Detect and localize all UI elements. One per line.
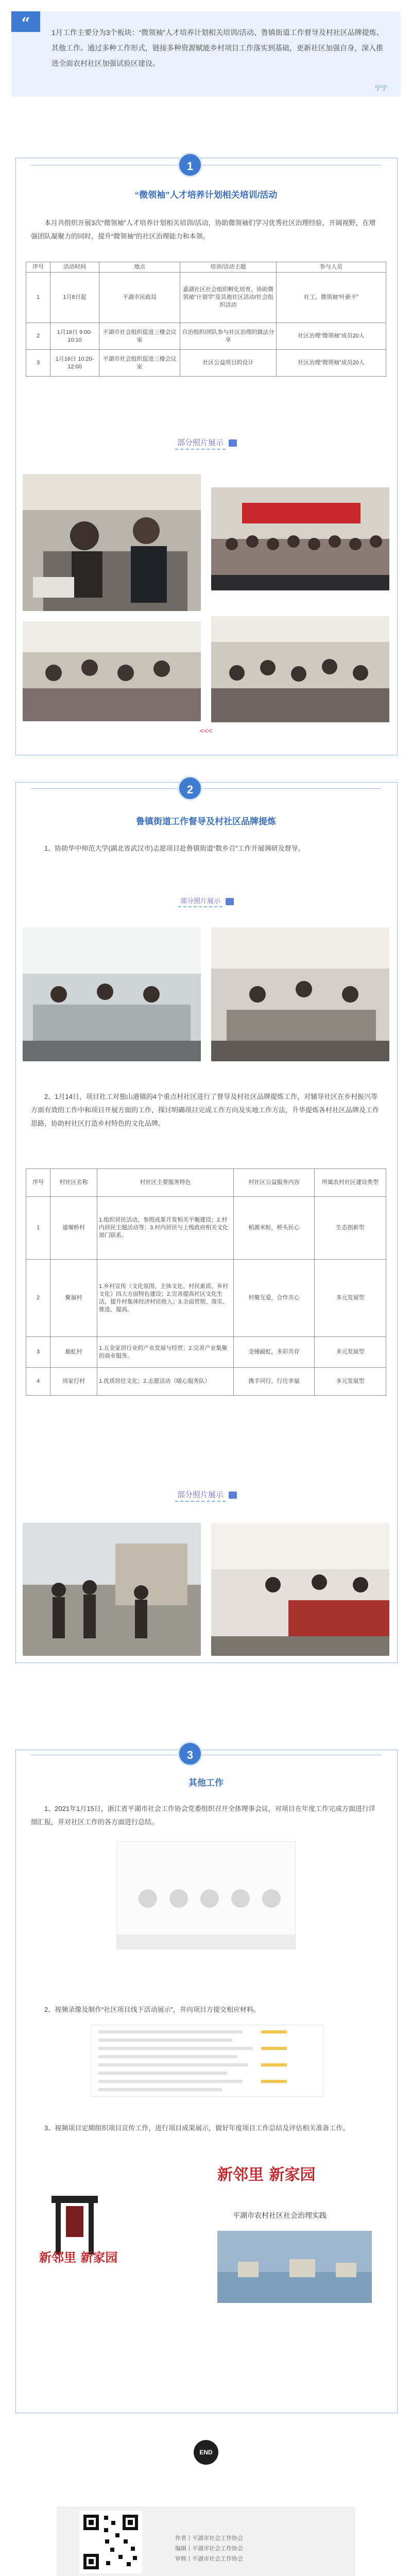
brand-slogan: 新邻里 新家园	[217, 2166, 316, 2184]
brand-slogan: 新邻里 新家园	[39, 2250, 118, 2265]
photo	[211, 487, 389, 590]
table-header: 村社区名称	[50, 1169, 97, 1197]
section-1-table	[26, 262, 386, 377]
picture-icon	[229, 439, 237, 447]
table-cell: 多元发展型	[315, 1368, 386, 1396]
table-cell: 社区治理“微领袖”成员20人	[277, 350, 386, 377]
section-2-table	[26, 1168, 386, 1396]
quote-icon: “	[11, 11, 40, 32]
photo	[23, 927, 201, 1061]
table-cell: 社区治理“微领袖”成员20人	[277, 323, 386, 350]
brand-caption: 平湖市农村社区社会治理实践	[233, 2211, 327, 2219]
section-2-paragraph-2: 2、1月14日，项目社工对独山港镇的4个重点村社区进行了督导及村社区品牌提炼工作，对辅导社区在乡村振兴等方面有效的工作中和项目开展方面的工作，探讨明确项目完成工作方向及实地工作方法，升华提炼各村社区品牌及工作思路，协助村社区打造乡村特色的文化品牌。	[31, 1093, 380, 1127]
photo-meeting-2	[211, 927, 389, 1061]
photo-label	[0, 437, 412, 450]
section-1-title: “微领袖”人才培养计划相关培训/活动	[134, 190, 278, 200]
table-cell: 1.优质居住文化；2.志愿活动（暖心服务队）	[97, 1368, 234, 1396]
section-2-paragraph-1: 1、协助华中师范大学(湖北省武汉市)志愿项目赴鲁镇街道“数乡百”工作开展调研及督导。	[44, 844, 305, 852]
table-cell: 2	[26, 323, 50, 350]
photo-label	[0, 1489, 412, 1502]
table-header: 参与人员	[277, 262, 386, 273]
table-cell: 嘉湖社区社会组织孵化培育，协助微领袖“计划学”及其他社区活动/社会组织活动	[180, 273, 277, 323]
table-header: 村社区主要服务特色	[97, 1169, 234, 1197]
photo	[23, 474, 201, 611]
table-cell: 1.乡村宣传（文化氛围、主体文化、村民素质、乡村文化）四大方面特色建设；2.完善提高社区文化生活，提升村集体经济村民收入；3.全面贯彻、落实、推进、提高。	[97, 1260, 234, 1337]
video-meeting-grid	[117, 1842, 295, 1949]
table-cell: 周家行村	[50, 1368, 97, 1396]
table-cell: 平湖市社会组织促进三楼会议室	[99, 350, 180, 377]
section-1-number: 1	[178, 152, 202, 177]
intro-box	[11, 11, 401, 97]
section-2-number: 2	[178, 776, 202, 801]
table-header-row	[26, 262, 386, 273]
table-row	[26, 350, 386, 377]
table-cell: 3	[26, 1337, 50, 1368]
table-cell: 社工、微领袖“叶新平”	[277, 273, 386, 323]
photo-group-banner	[211, 487, 389, 590]
table-cell: 携手同行，行往幸福	[234, 1368, 315, 1396]
table-cell: 道堰桥村	[50, 1197, 97, 1260]
footer-line: 编辑丨平湖市社会工作协会	[175, 2546, 243, 2552]
table-cell: 社区公益项目的设计	[180, 350, 277, 377]
table-cell: 稻源米粒，桥头民心	[234, 1197, 315, 1260]
photo	[211, 927, 389, 1061]
qr-code-icon	[79, 2511, 142, 2573]
brand-poster-2	[207, 2154, 384, 2308]
table-cell: 3	[26, 350, 50, 377]
table-header: 序号	[26, 1169, 50, 1197]
table-cell: 1月8日起	[50, 273, 99, 323]
photo-label-text: 部分照片展示	[175, 1489, 226, 1502]
brand-poster-1	[34, 2185, 199, 2283]
table-row	[26, 1197, 386, 1260]
photo-village-visit	[23, 1523, 201, 1656]
table-cell: 1月16日 9:00-10:10	[50, 323, 99, 350]
photo	[23, 621, 201, 721]
photo-training-1	[23, 474, 201, 611]
table-cell: 平湖市民政局	[99, 273, 180, 323]
table-header: 村社区公益服务内容	[234, 1169, 315, 1197]
table-header: 地点	[99, 262, 180, 273]
table-cell: 1.组织居民活动，参照成果开发相关平衡建设；2.村内居民主题活动等；3.村内居民与上级政府相关文化部门联系。	[97, 1197, 234, 1260]
document-list-preview	[91, 2025, 323, 2096]
table-cell: 自治组织/团队参与社区治理的做法分享	[180, 323, 277, 350]
section-3-number: 3	[178, 1741, 202, 1766]
table-header: 所属农村社区建设类型	[315, 1169, 386, 1197]
table-row	[26, 1368, 386, 1396]
photo-label-text: 部分照片展示	[175, 437, 226, 450]
photo	[211, 616, 389, 722]
photo-classroom-1	[23, 621, 201, 721]
table-cell: 多元发展型	[315, 1337, 386, 1368]
screenshot-document-list	[91, 2025, 323, 2097]
section-3-paragraph-1: 1、2021年1月15日，浙江省平湖市社会工作协会党委组织召开全体理事会议，对项目在年度工作完成方面进行详细汇报，并对社区工作的各方面进行总结。	[31, 1805, 375, 1826]
landscape-image	[217, 2231, 372, 2303]
photo-office-meeting	[211, 1523, 389, 1656]
table-row	[26, 1260, 386, 1337]
section-3-paragraph-3: 3、视频项目定期组织项目宣传工作，进行项目成果展示，做好年度项目工作总结及评估相关准备工作。	[44, 2124, 350, 2132]
table-cell: 聚福村	[50, 1260, 97, 1337]
section-1-paragraph: 本月共组织开展3次“微领袖”人才培养计划相关培训/活动，协助微领袖们学习优秀社区治理经验，开阔视野，在增强团队凝聚力的同时，提升“微领袖”的社区治理能力和本领。	[31, 219, 376, 240]
intro-text: 1月工作主要分为3个板块：“微领袖”人才培养计划相关培训/活动、鲁镇街道工作督导及村社区品牌提炼、其他工作。通过多种工作形式，链接多种资源赋能乡村项目工作落实到基础，更新社区加强自身，深入推进全面农村社区加强试验区建设。	[52, 28, 384, 67]
table-cell: 1月16日 10:20-12:00	[50, 350, 99, 377]
screenshot-video-meeting	[116, 1841, 296, 1950]
table-cell: 2	[26, 1260, 50, 1337]
intro-signature: 宁宁	[374, 84, 387, 92]
table-cell: 1.五金家居行业的产业发展与经营；2.完善产业集聚的商业服务。	[97, 1337, 234, 1368]
table-cell: 生态创新型	[315, 1197, 386, 1260]
table-header: 活动时间	[50, 262, 99, 273]
photo-classroom-2	[211, 616, 389, 722]
table-row	[26, 323, 386, 350]
table-row	[26, 1337, 386, 1368]
photo	[23, 1523, 201, 1656]
footer-credits	[175, 2533, 345, 2564]
photo	[211, 1523, 389, 1656]
table-cell: 平湖市社会组织促进三楼会议室	[99, 323, 180, 350]
table-header: 序号	[26, 262, 50, 273]
table-cell: 村聚互爱，合作共心	[234, 1260, 315, 1337]
table-cell: 4	[26, 1368, 50, 1396]
section-3-paragraph-2: 2、视频录像及制作“社区项目线下活动展示”，并向项目方提交相应材料。	[44, 2006, 260, 2013]
section-2-title: 鲁镇街道工作督导及村社区品牌提炼	[136, 817, 276, 826]
photo-label-text: 部分照片展示	[178, 895, 222, 907]
picture-icon	[226, 898, 234, 905]
more-arrows: <<<	[199, 726, 213, 735]
footer-line: 作者丨平湖市社会工作协会	[175, 2535, 243, 2541]
photo-meeting-1	[23, 927, 201, 1061]
picture-icon	[229, 1492, 237, 1499]
table-cell: 1	[26, 273, 50, 323]
table-header-row	[26, 1169, 386, 1197]
end-icon: END	[194, 2440, 218, 2465]
footer-line: 审核丨平湖市社会工作协会	[175, 2556, 243, 2562]
divider	[31, 788, 381, 789]
table-header: 培训/活动主题	[180, 262, 277, 273]
table-cell: 多元发展型	[315, 1260, 386, 1337]
table-row	[26, 273, 386, 323]
section-3-title: 其他工作	[188, 1778, 224, 1788]
photo-label	[0, 895, 412, 907]
qr-code-pattern	[79, 2511, 142, 2573]
footer	[57, 2506, 355, 2576]
table-cell: 廊虹村	[50, 1337, 97, 1368]
table-cell: 1	[26, 1197, 50, 1260]
table-cell: 金锤敲虹，多彩共存	[234, 1337, 315, 1368]
